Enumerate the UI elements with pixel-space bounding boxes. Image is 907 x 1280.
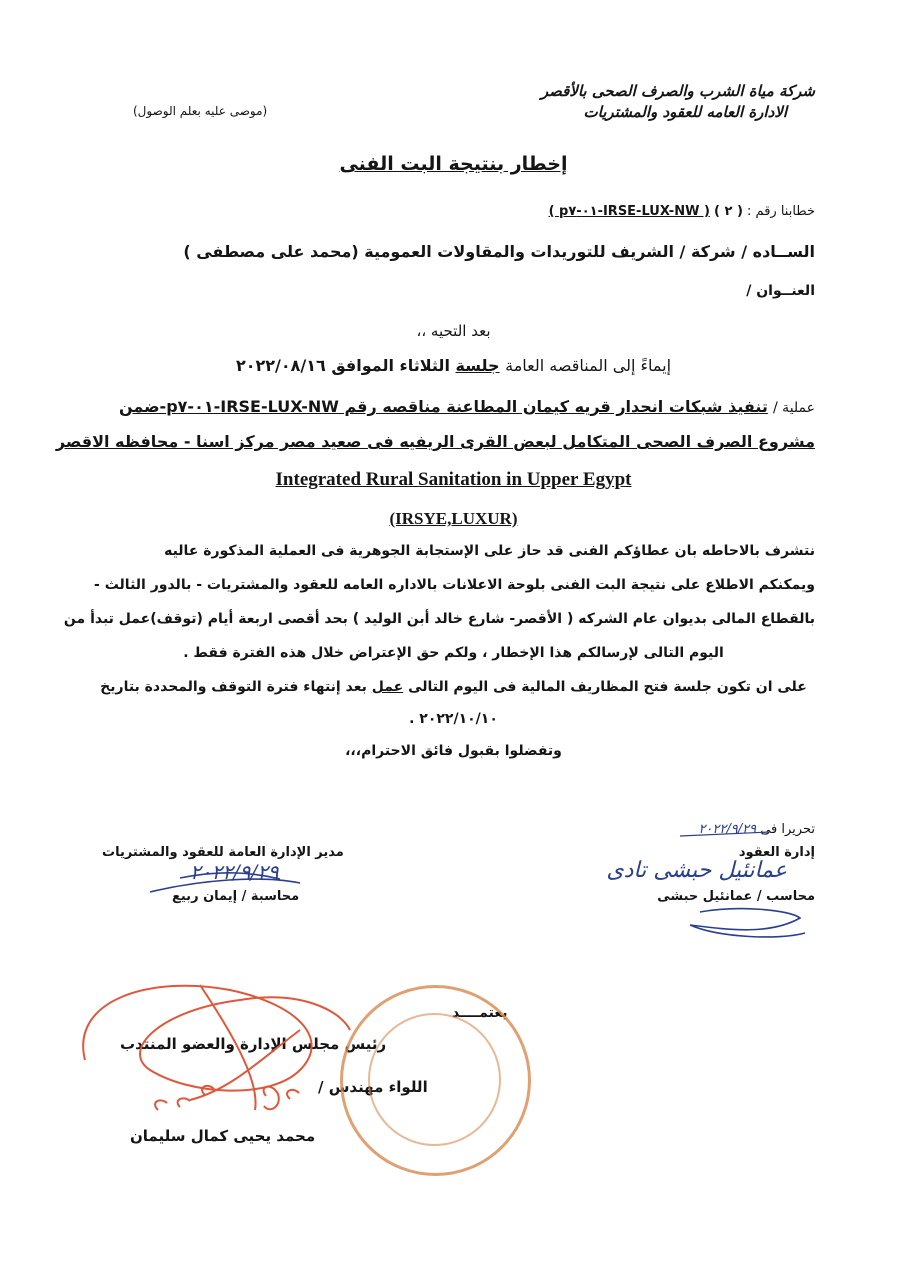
letter-ref-label: خطابنا رقم : [747,204,815,219]
left-signatory-title: مدير الإدارة العامة للعقود والمشتريات [102,845,344,860]
right-signatory-dept: إدارة العقود [738,845,815,860]
approval-label: يعتمــــد [452,1005,508,1021]
closing-line: وتفضلوا بقبول فائق الاحترام،،، [345,743,562,759]
date-written-value: ٢٠٢٢/٩/٢٩ [698,822,757,837]
tender-session-label: إيماءً إلى المناقصه العامة [505,356,672,375]
right-handwritten-signature: عمانئيل حبشى تادى [606,858,787,883]
letter-ref-code: ( IRSE-LUX-NW-٠١-p٧ ) [548,204,710,219]
operation-line [119,397,815,416]
letter-reference [549,204,815,219]
project-english-title: Integrated Rural Sanitation in Upper Egypt [275,469,632,490]
org-name: شركة مياة الشرب والصرف الصحى بالأقصر [540,82,815,100]
paragraph-4: اليوم التالى لإرسالكم هذا الإخطار ، ولكم حق الإعتراض خلال هذه الفترة فقط . [183,645,724,661]
operation-text: تنفيذ شبكات انحدار قريه كيمان المطاعنة مناقصه رقم IRSE-LUX-NW-٠١-p٧-ضمن [118,397,768,416]
date-written-label: تحريرا فى [760,822,815,837]
right-signature-scribble [690,909,805,937]
project-line: مشروع الصرف الصحى المتكامل لبعض القرى الريفيه فى صعيد مصر مركز اسنا - محافظه الاقصر [55,432,815,451]
left-signatory-name: محاسبة / إيمان ربيع [172,889,300,904]
greeting: بعد التحيه ،، [416,322,491,340]
official-stamp-inner-ring [368,1013,501,1146]
tender-session-line [0,356,907,375]
tender-session-word: جلسة [455,356,500,375]
right-signatory-name: محاسب / عمانئيل حبشى [657,889,815,904]
approval-name: محمد يحيى كمال سليمان [130,1127,316,1145]
address-line: العنــوان / [746,283,815,299]
operation-label: عملية / [773,400,815,416]
document-title: إخطار بنتيجة البت الفنى [339,153,568,175]
delivery-note: (موصى عليه بعلم الوصول) [133,104,268,118]
approval-rank: اللواء مهندس / [318,1078,428,1096]
paragraph-6: ٢٠٢٢/١٠/١٠ . [409,711,498,727]
paragraph-5-part-b: عمل [371,679,404,695]
paragraph-2: ويمكنكم الاطلاع على نتيجة البت الفنى بلوحة الاعلانات بالاداره العامه للعقود والمشتريات - بالدور الثالث - [94,577,815,593]
paragraph-5-part-c: بعد إنتهاء فترة التوقف والمحددة بتاريخ [100,679,367,695]
addressee-line: الســاده / شركة / الشريف للتوريدات والمقاولات العمومية (محمد على مصطفى ) [183,242,815,261]
date-written [698,822,815,837]
letter-ref-number: ( ٢ ) [714,204,743,219]
paragraph-5-part-a: على ان تكون جلسة فتح المظاريف المالية فى اليوم التالى [408,679,807,695]
project-english-subtitle: (IRSYE,LUXUR) [389,509,518,528]
paragraph-5 [0,679,907,695]
red-initials [155,1086,299,1110]
paragraph-3: بالقطاع المالى بديوان عام الشركه ( الأقصر- شارع خالد أبن الوليد ) بحد أقصى اربعة أيام (توقف)عمل تبدأ من [63,611,815,627]
left-handwritten-signature: ٢٠٢٢/٩/٢٩ [190,860,279,884]
approval-title: رئيس مجلس الإدارة والعضو المنتدب [120,1035,387,1053]
paragraph-1: نتشرف بالاحاطه بان عطاؤكم الفنى قد حاز على الإستجابة الجوهرية فى العملية المذكورة عاليه [164,543,815,559]
org-department: الادارة العامه للعقود والمشتريات [583,103,787,121]
tender-session-date: الثلاثاء الموافق ٢٠٢٢/٠٨/١٦ [235,356,450,375]
